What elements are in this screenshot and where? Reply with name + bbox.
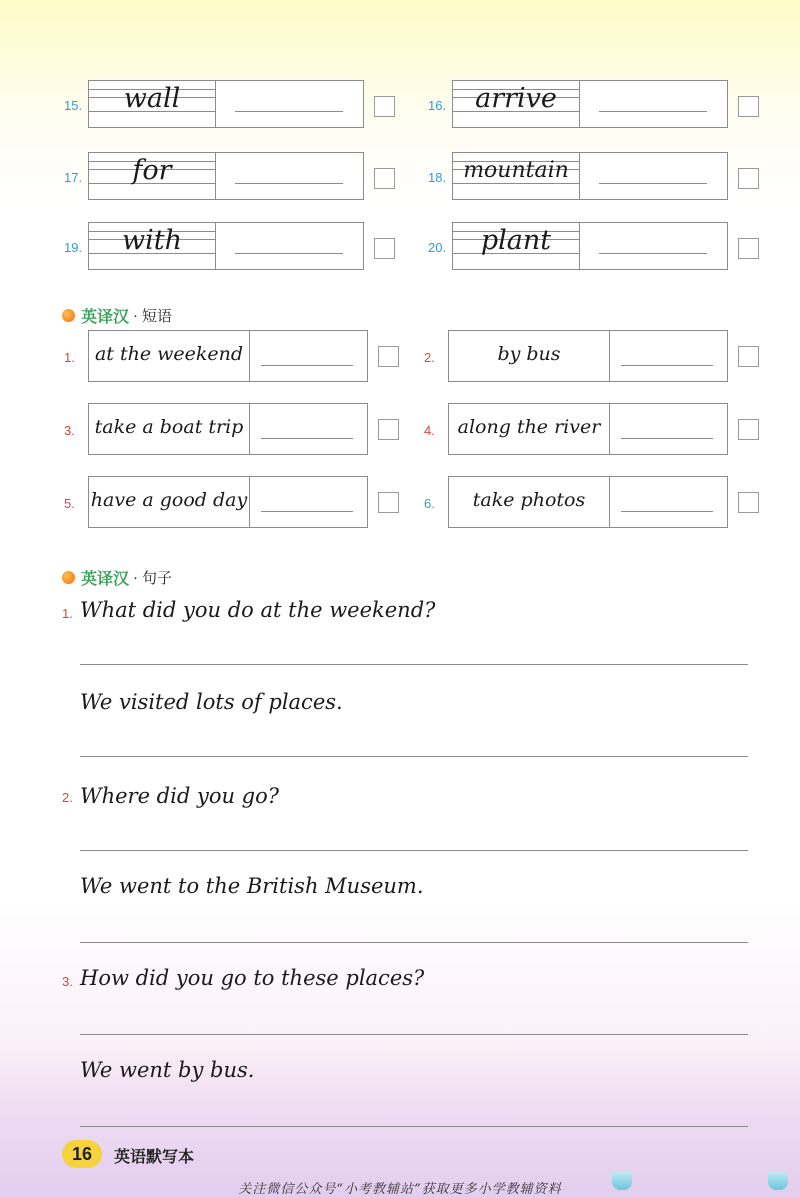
check-box[interactable] xyxy=(378,346,399,367)
bullet-dot-icon xyxy=(62,571,75,584)
section-separator: · xyxy=(133,569,139,586)
answer-line[interactable] xyxy=(621,365,713,366)
answer-line[interactable] xyxy=(261,511,353,512)
word-item xyxy=(64,80,404,128)
word-item xyxy=(428,152,768,200)
item-number: 20. xyxy=(428,240,447,255)
word-item xyxy=(64,152,404,200)
phrase-box xyxy=(448,403,728,455)
item-number: 1. xyxy=(64,350,75,365)
word-cell xyxy=(89,223,216,269)
check-box[interactable] xyxy=(374,168,395,189)
check-box[interactable] xyxy=(738,168,759,189)
word-text: for xyxy=(132,155,172,186)
sentence-answer: We went to the British Museum. xyxy=(80,874,424,898)
check-box[interactable] xyxy=(738,238,759,259)
check-box[interactable] xyxy=(738,96,759,117)
section-subtitle: 短语 xyxy=(142,308,173,325)
phrase-text: at the weekend xyxy=(94,343,244,365)
word-cell xyxy=(453,223,580,269)
answer-line[interactable] xyxy=(235,253,343,254)
answer-line[interactable] xyxy=(621,511,713,512)
word-item xyxy=(64,222,404,270)
word-cell xyxy=(89,153,216,199)
word-text: plant xyxy=(480,225,552,256)
item-number: 16. xyxy=(428,98,447,113)
writing-line[interactable] xyxy=(80,850,748,851)
watermark-text: 关注微信公众号“小考教辅站”获取更多小学教辅资料 xyxy=(238,1182,562,1197)
sentence-question: How did you go to these places? xyxy=(80,966,425,990)
writing-line[interactable] xyxy=(80,756,748,757)
sentence-number: 2. xyxy=(62,790,73,805)
word-text: mountain xyxy=(463,158,569,183)
sentence-question: What did you do at the weekend? xyxy=(80,598,436,622)
phrase-item xyxy=(424,403,768,455)
check-box[interactable] xyxy=(374,96,395,117)
word-cell xyxy=(89,81,216,127)
word-box xyxy=(452,80,728,128)
phrase-text: by bus xyxy=(497,343,561,365)
word-item xyxy=(428,222,768,270)
phrase-box xyxy=(448,330,728,382)
phrase-cell xyxy=(89,404,250,454)
phrase-cell xyxy=(449,331,610,381)
sentence-question: Where did you go? xyxy=(80,784,280,808)
phrase-box xyxy=(88,476,368,528)
section-subtitle: 句子 xyxy=(142,570,173,587)
phrase-cell xyxy=(449,404,610,454)
item-number: 18. xyxy=(428,170,447,185)
item-number: 5. xyxy=(64,496,75,511)
item-number: 4. xyxy=(424,423,435,438)
book-title: 英语默写本 xyxy=(114,1149,195,1166)
sentence-number: 3. xyxy=(62,974,73,989)
word-box xyxy=(452,152,728,200)
answer-line[interactable] xyxy=(261,438,353,439)
word-text: wall xyxy=(123,83,181,114)
word-cell xyxy=(453,153,580,199)
answer-line[interactable] xyxy=(621,438,713,439)
check-box[interactable] xyxy=(738,346,759,367)
check-box[interactable] xyxy=(738,419,759,440)
answer-line[interactable] xyxy=(235,111,343,112)
answer-line[interactable] xyxy=(235,183,343,184)
answer-line[interactable] xyxy=(599,253,707,254)
phrase-cell xyxy=(89,477,250,527)
writing-line[interactable] xyxy=(80,942,748,943)
word-text: arrive xyxy=(475,83,557,114)
sentence-number: 1. xyxy=(62,606,73,621)
phrase-cell xyxy=(449,477,610,527)
check-box[interactable] xyxy=(378,419,399,440)
section-title: 英译汉 xyxy=(81,571,130,588)
phrase-text: along the river xyxy=(457,416,601,438)
answer-line[interactable] xyxy=(599,111,707,112)
writing-line[interactable] xyxy=(80,664,748,665)
check-box[interactable] xyxy=(374,238,395,259)
sentence-answer: We went by bus. xyxy=(80,1058,255,1082)
phrase-box xyxy=(88,403,368,455)
word-item xyxy=(428,80,768,128)
item-number: 6. xyxy=(424,496,435,511)
phrase-text: take a boat trip xyxy=(94,416,244,438)
phrase-item xyxy=(64,403,408,455)
sentences-section-header xyxy=(62,566,172,589)
check-box[interactable] xyxy=(738,492,759,513)
phrase-item xyxy=(424,476,768,528)
item-number: 19. xyxy=(64,240,83,255)
writing-line[interactable] xyxy=(80,1034,748,1035)
phrase-box xyxy=(448,476,728,528)
check-box[interactable] xyxy=(378,492,399,513)
phrase-item xyxy=(64,476,408,528)
section-title: 英译汉 xyxy=(81,309,130,326)
phrase-item xyxy=(64,330,408,382)
phrases-section-header xyxy=(62,304,172,327)
sentence-answer: We visited lots of places. xyxy=(80,690,343,714)
bullet-dot-icon xyxy=(62,309,75,322)
word-box xyxy=(88,80,364,128)
word-text: with xyxy=(122,225,182,256)
answer-line[interactable] xyxy=(261,365,353,366)
word-box xyxy=(88,222,364,270)
phrase-cell xyxy=(89,331,250,381)
phrase-text: have a good day xyxy=(90,489,248,511)
item-number: 15. xyxy=(64,98,83,113)
page-number-badge: 16 xyxy=(62,1140,102,1168)
word-cell xyxy=(453,81,580,127)
item-number: 3. xyxy=(64,423,75,438)
word-box xyxy=(88,152,364,200)
phrase-box xyxy=(88,330,368,382)
writing-line[interactable] xyxy=(80,1126,748,1127)
section-separator: · xyxy=(133,307,139,324)
answer-line[interactable] xyxy=(599,183,707,184)
phrase-text: take photos xyxy=(472,489,586,511)
phrase-item xyxy=(424,330,768,382)
item-number: 2. xyxy=(424,350,435,365)
item-number: 17. xyxy=(64,170,83,185)
word-box xyxy=(452,222,728,270)
